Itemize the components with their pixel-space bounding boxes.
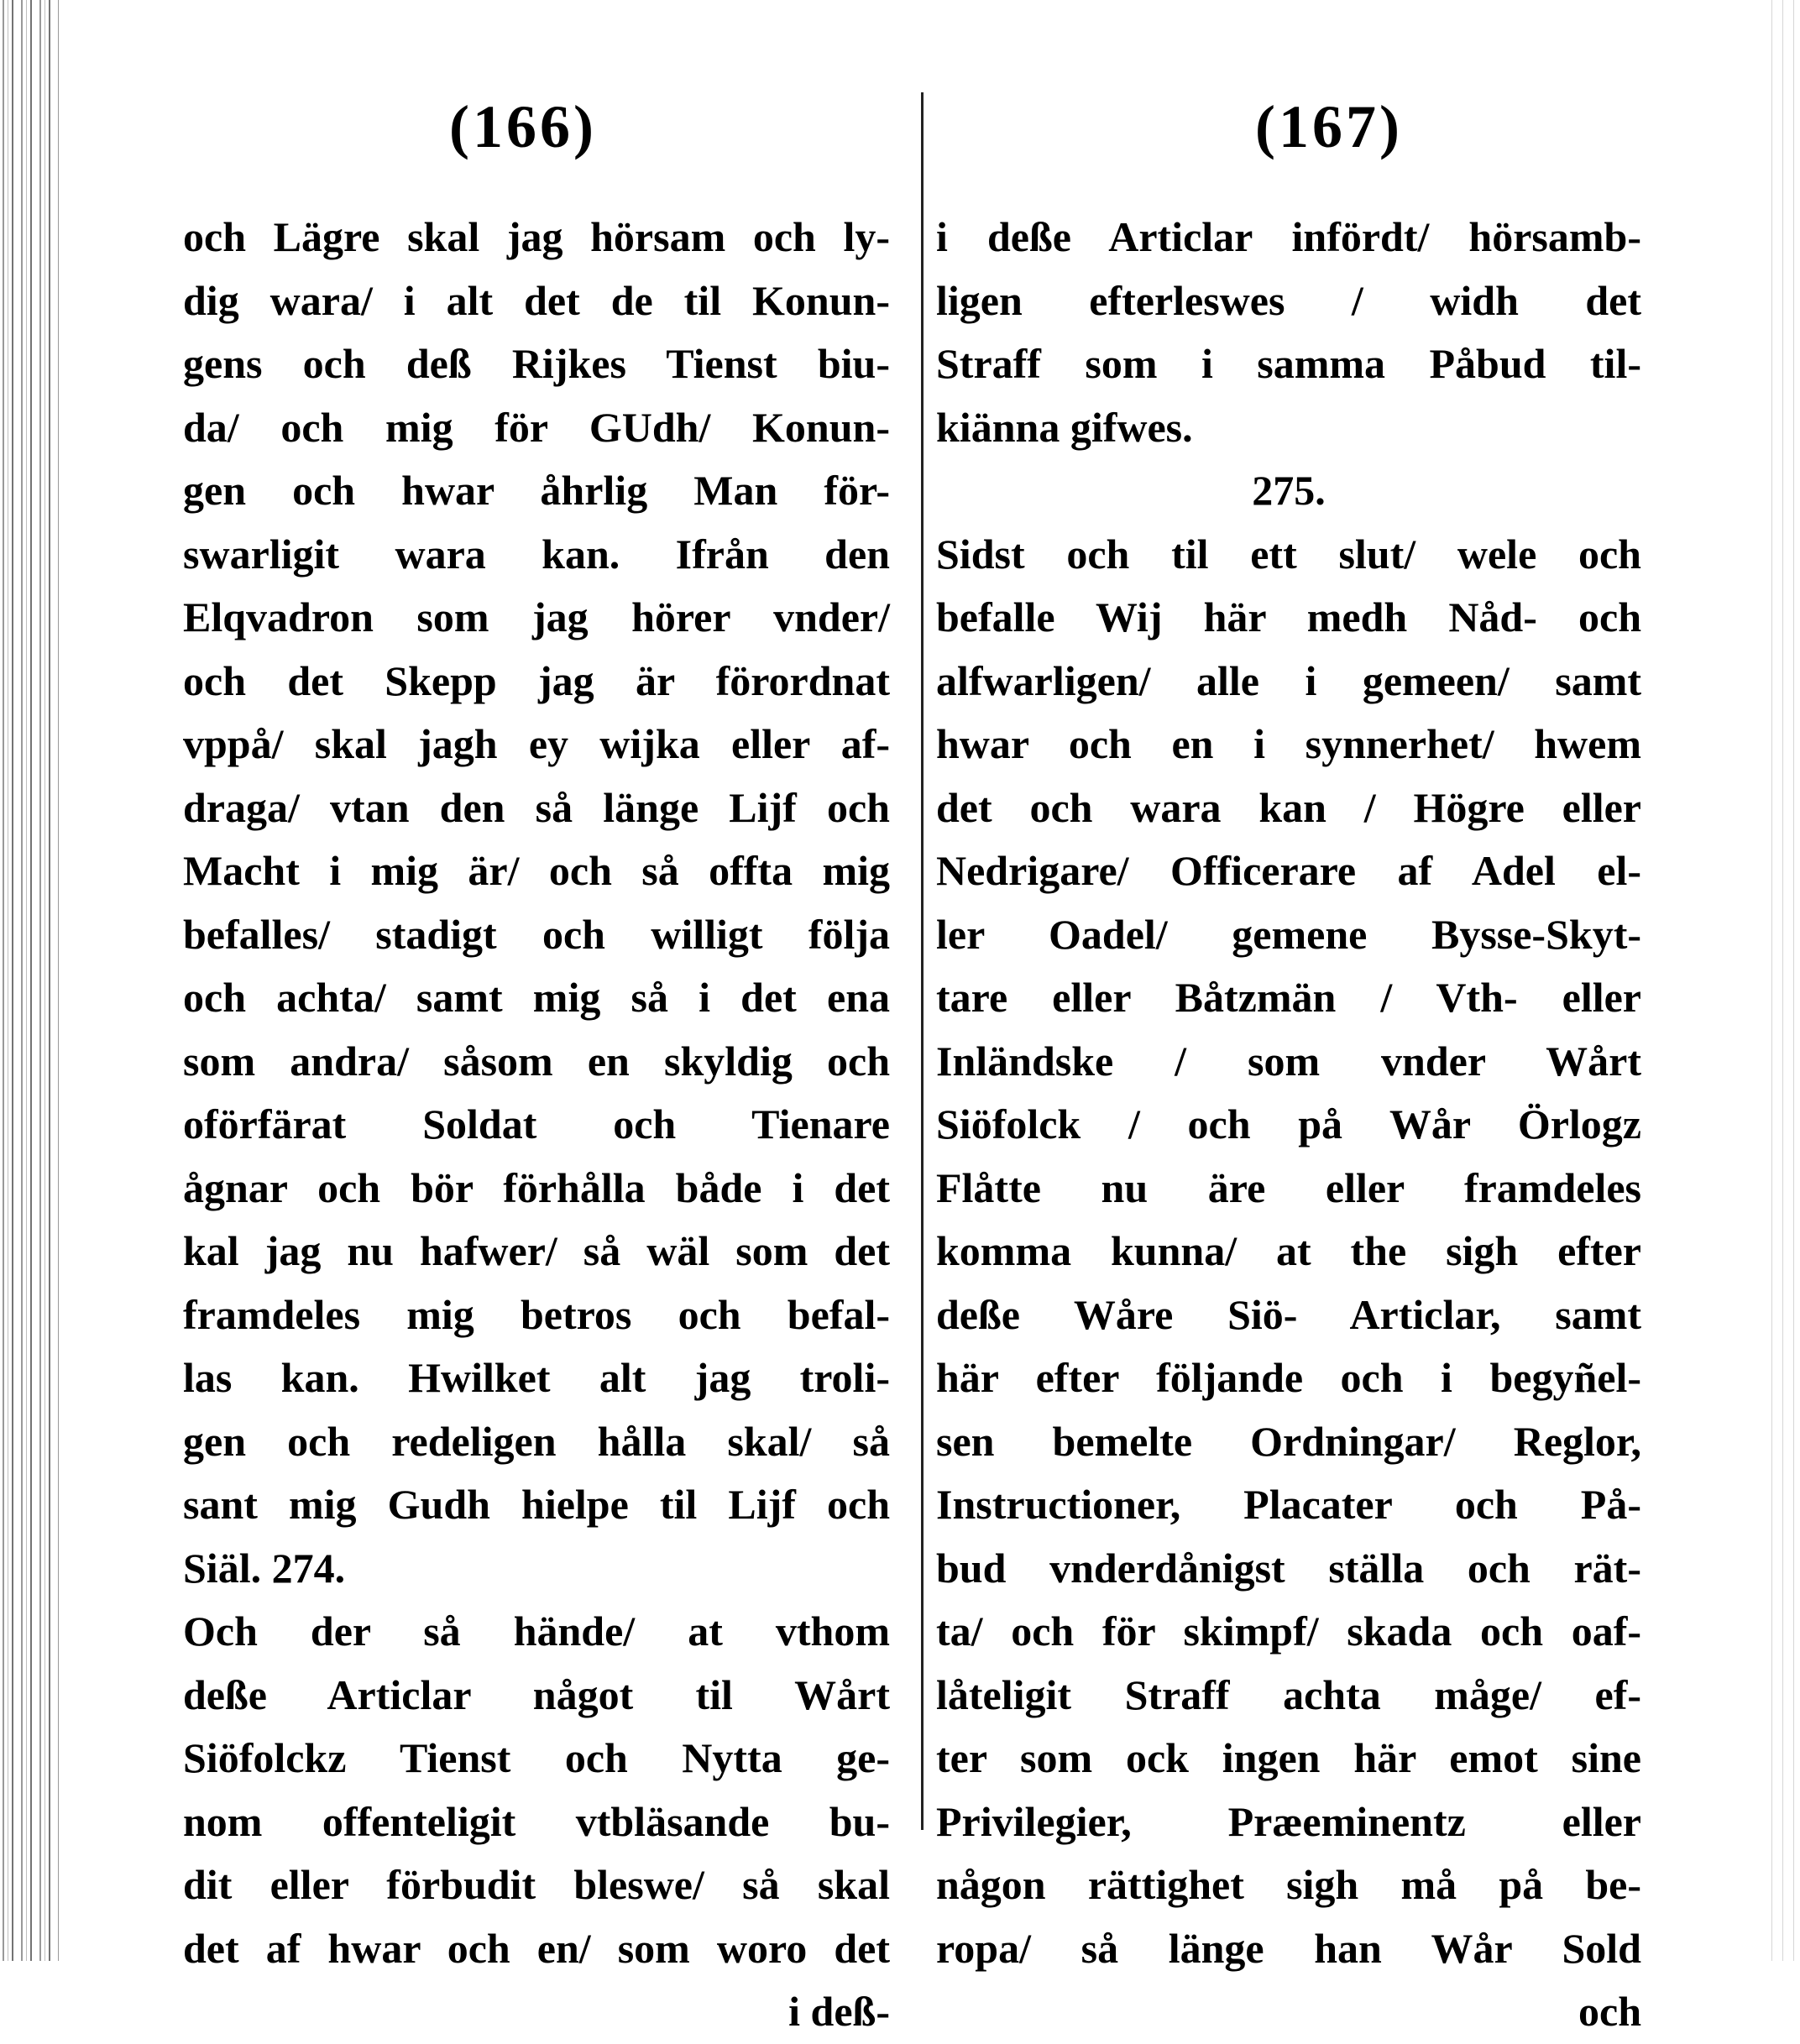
- text-line: Elqvadron som jag hörer vnder/: [183, 593, 890, 640]
- text-line: deße Wåre Siö- Articlar, samt: [936, 1290, 1641, 1338]
- text-line: det af hwar och en/ som woro det: [183, 1924, 890, 1972]
- text-line: och Lägre skal jag hörsam och ly-: [183, 213, 890, 260]
- text-line: befalles/ stadigt och willigt följa: [183, 910, 890, 958]
- text-line: deße Articlar något til Wårt: [183, 1670, 890, 1718]
- page-edge: [1766, 0, 1800, 1961]
- text-line: 275.: [1252, 467, 1326, 514]
- text-line: ligen efterleswes / widh det: [936, 276, 1641, 324]
- text-line: ropa/ så länge han Wår Sold: [936, 1924, 1641, 1972]
- left-page-text: [183, 206, 890, 2044]
- text-line: Siäl. 274.: [183, 1544, 346, 1592]
- text-line: Inländske / som vnder Wårt: [936, 1037, 1641, 1085]
- text-line: Privilegier, Præeminentz eller: [936, 1797, 1641, 1845]
- text-line: Siöfolckz Tienst och Nytta ge-: [183, 1734, 890, 1781]
- text-line: i deß-: [788, 1988, 890, 2035]
- right-page-number: (167): [1255, 93, 1403, 160]
- text-line: nom offenteligit vtbläsande bu-: [183, 1797, 890, 1845]
- text-line: bud vnderdånigst ställa och rät-: [936, 1544, 1641, 1592]
- text-line: kal jag nu hafwer/ så wäl som det: [183, 1227, 890, 1274]
- text-line: som andra/ såsom en skyldig och: [183, 1037, 890, 1085]
- text-line: draga/ vtan den så länge Lijf och: [183, 783, 890, 831]
- text-line: komma kunna/ at the sigh efter: [936, 1227, 1641, 1274]
- text-line: ta/ och för skimpf/ skada och oaf-: [936, 1607, 1641, 1655]
- text-line: gens och deß Rijkes Tienst biu-: [183, 340, 890, 387]
- text-line: Straff som i samma Påbud til-: [936, 340, 1641, 387]
- text-line: ågnar och bör förhålla både i det: [183, 1163, 890, 1211]
- text-line: vppå/ skal jagh ey wijka eller af-: [183, 720, 890, 767]
- text-line: Macht i mig är/ och så offta mig: [183, 847, 890, 894]
- text-line: sant mig Gudh hielpe til Lijf och: [183, 1481, 890, 1528]
- text-line: sen bemelte Ordningar/ Reglor,: [936, 1417, 1641, 1465]
- text-line: oförfärat Soldat och Tienare: [183, 1100, 890, 1147]
- gutter-divider: [921, 92, 924, 1830]
- text-line: Sidst och til ett slut/ wele och: [936, 530, 1641, 578]
- left-page-number: (166): [449, 93, 597, 160]
- text-line: dit eller förbudit bleswe/ så skal: [183, 1861, 890, 1908]
- text-line: swarligit wara kan. Ifrån den: [183, 530, 890, 578]
- text-line: ler Oadel/ gemene Bysse-Skyt-: [936, 910, 1641, 958]
- text-line: Siöfolck / och på Wår Örlogz: [936, 1100, 1641, 1147]
- text-line: Instructioner, Placater och På-: [936, 1481, 1641, 1528]
- book-binding-edge: [0, 0, 59, 1961]
- text-line: gen och redeligen hålla skal/ så: [183, 1417, 890, 1465]
- text-line: ter som ock ingen här emot sine: [936, 1734, 1641, 1781]
- text-line: i deße Articlar infördt/ hörsamb-: [936, 213, 1641, 260]
- text-line: da/ och mig för GUdh/ Konun-: [183, 403, 890, 451]
- text-line: låteligit Straff achta måge/ ef-: [936, 1670, 1641, 1718]
- text-line: det och wara kan / Högre eller: [936, 783, 1641, 831]
- text-line: Och der så hände/ at vthom: [183, 1607, 890, 1655]
- text-line: här efter följande och i begyñel-: [936, 1354, 1641, 1401]
- text-line: dig wara/ i alt det de til Konun-: [183, 276, 890, 324]
- text-line: och: [1578, 1988, 1641, 2035]
- text-line: och det Skepp jag är förordnat: [183, 656, 890, 704]
- right-page-text: [936, 206, 1641, 2044]
- text-line: hwar och en i synnerhet/ hwem: [936, 720, 1641, 767]
- text-line: och achta/ samt mig så i det ena: [183, 974, 890, 1021]
- text-line: kiänna gifwes.: [936, 403, 1193, 451]
- text-line: framdeles mig betros och befal-: [183, 1290, 890, 1338]
- text-line: alfwarligen/ alle i gemeen/ samt: [936, 656, 1641, 704]
- text-line: gen och hwar åhrlig Man för-: [183, 467, 890, 514]
- text-line: någon rättighet sigh må på be-: [936, 1861, 1641, 1908]
- text-line: Nedrigare/ Officerare af Adel el-: [936, 847, 1641, 894]
- text-line: Flåtte nu äre eller framdeles: [936, 1163, 1641, 1211]
- text-line: tare eller Båtzmän / Vth- eller: [936, 974, 1641, 1021]
- text-line: las kan. Hwilket alt jag troli-: [183, 1354, 890, 1401]
- text-line: befalle Wij här medh Nåd- och: [936, 593, 1641, 640]
